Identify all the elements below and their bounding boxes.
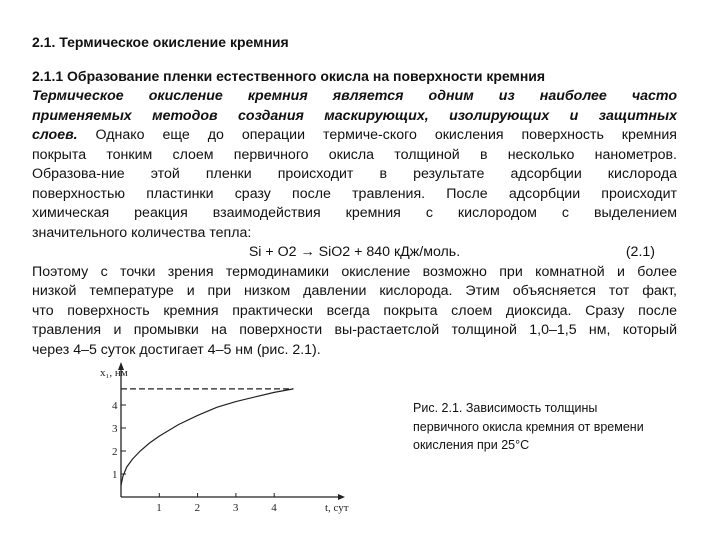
series-thickness	[121, 389, 293, 486]
x-tick-label: 4	[271, 502, 277, 514]
text: Однако еще до операции термиче-ского окисления поверхность кремния	[77, 127, 677, 143]
text-line: покрыта тонким слоем первичного окисла толщиной в несколько нанометров.	[32, 146, 677, 163]
x-axis-arrow	[338, 494, 345, 500]
text-line: через 4–5 суток достигает 4–5 нм (рис. 2.1).	[32, 341, 321, 358]
section-title: 2.1. Термическое окисление кремния	[32, 34, 289, 50]
y-tick-label: 2	[112, 446, 118, 458]
text-line: травления и промывки на поверхности вы-растаетслой толщиной 1,0–1,5 нм, который	[32, 322, 677, 338]
caption-line: окисления при 25°С	[413, 438, 530, 452]
y-tick-label: 4	[112, 400, 118, 412]
x-tick-label: 1	[156, 502, 162, 514]
caption-line: Рис. 2.1. Зависимость толщины	[413, 401, 598, 415]
x-tick-label: 2	[194, 502, 201, 514]
emphasis: слоев.	[32, 127, 78, 143]
x-tick-label: 3	[232, 502, 239, 514]
text-line: Термическое окисление кремния является одним из наиболее часто	[32, 88, 677, 104]
y-tick-label: 3	[112, 423, 118, 435]
y-tick-label: 1	[112, 469, 118, 481]
caption-line: первичного окисла кремния от времени	[413, 419, 644, 434]
text-line: химическая реакция взаимодействия кремния с кислородом с выделением	[32, 205, 677, 221]
text-line: применяемых методов создания маскирующих, изолирующих и защитных	[32, 107, 677, 124]
y-axis-label: x₁, нм	[100, 367, 128, 379]
x-axis-label: t, сут	[325, 502, 349, 514]
text-line: поверхностью пластинки сразу после травления. После адсорбции происходит	[32, 185, 677, 202]
text-line: Поэтому с точки зрения термодинамики окисление возможно при комнатной и более	[32, 263, 677, 280]
text-line: что поверхность кремния практически всегда покрыта слоем диоксида. Сразу после	[32, 302, 677, 319]
equation-text: Si + O2 → SiO2 + 840 кДж/моль.	[248, 244, 461, 260]
text-line: низкой температуре и при низком давлении кислорода. Этим объясняется тот факт,	[32, 283, 677, 299]
equation-number: (2.1)	[625, 244, 655, 260]
figure-caption	[413, 399, 644, 455]
text-line: значительного количества тепла:	[32, 224, 252, 241]
text-line: Образова-ние этой пленки происходит в результате адсорбции кислорода	[32, 166, 677, 182]
subsection-title: 2.1.1 Образование пленки естественного окисла на поверхности кремния	[32, 68, 546, 84]
